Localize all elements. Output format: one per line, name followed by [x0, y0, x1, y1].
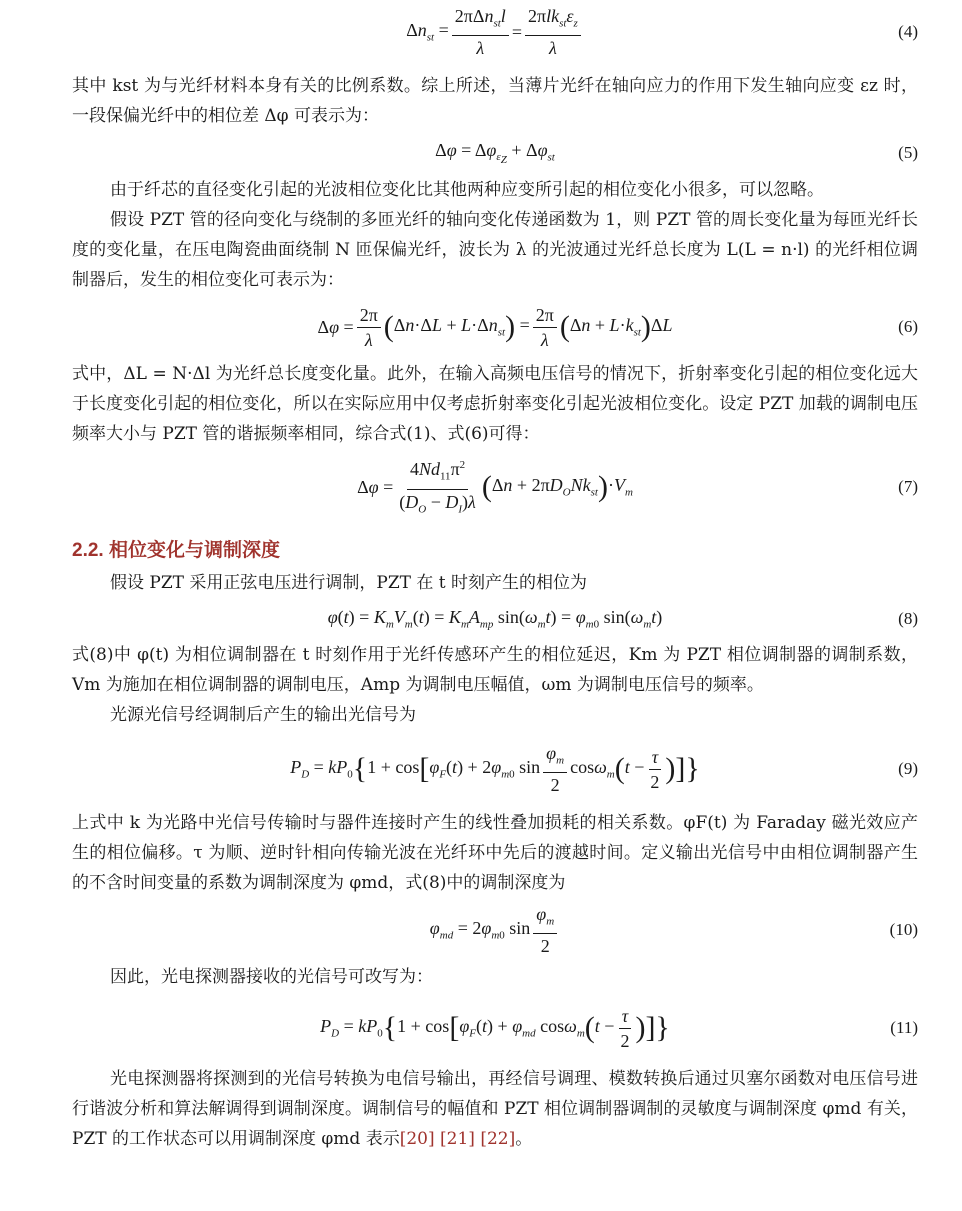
- paragraph: 由于纤芯的直径变化引起的光波相位变化比其他两种应变所引起的相位变化小很多，可以忽略。: [110, 180, 824, 200]
- paragraph: 假设 PZT 管的径向变化与绕制的多匝光纤的轴向变化传递函数为 1，则 PZT 管的周长变化量为每匝光纤长度的变化量，在压电陶瓷曲面绕制 N 匝保偏光纤，波长为 λ 的光波通过光纤总长度为 L(L = n·l) 的光纤相位调制器后，发生的相位变化可表示为：: [72, 210, 918, 290]
- equation-number: (5): [898, 143, 918, 162]
- equation-number: (6): [898, 317, 918, 336]
- equation-7: Δφ = $\frac{4Nd_{11}\pi^2}{(D_O - D_I)\lambda}$ $(\Delta n + 2\pi D_ONk_{st})\cdot V_m$ (7): [72, 449, 918, 525]
- equation-number: (8): [898, 609, 918, 628]
- equation-11: $P_D = kP_0\{1 + \cos[\varphi_F(t) + \varphi_{md}$ cosω$_m$(t − $\frac{\tau}{2}$ )]} (11): [320, 1005, 918, 1051]
- reference-links[interactable]: [20] [21] [22]: [399, 1129, 516, 1149]
- equation-8: $\varphi(t) = K_mV_m(t) = K_mA_{mp}$ $\sin(\omega_mt) = \varphi_{m0}$ $\sin(\omega_mt)$ (8): [327, 607, 918, 631]
- paragraph: 光源光信号经调制后产生的输出光信号为: [110, 705, 416, 725]
- paragraph: 式中，ΔL = N·Δl 为光纤总长度变化量。此外，在输入高频电压信号的情况下，折射率变化引起的相位变化远大于长度变化引起的相位变化，所以在实际应用中仅考虑折射率变化引起光波相位变化。设定 PZT 加载的调制电压频率大小与 PZT 管的谐振频率相同，综合式(1)、式(6)可得：: [72, 364, 918, 444]
- equation-number: (7): [898, 477, 918, 496]
- equation-4: $\Delta n_{st}$ = $\frac{2\pi\Delta n_{st}l}{\lambda}$ = $\frac{2\pi lk_{st}\varepsilon_z}{\lambda}$ (4): [406, 5, 918, 59]
- paragraph: 因此，光电探测器接收的光信号可改写为：: [110, 967, 433, 987]
- equation-9: $P_D = kP_0\{1 + \cos[\varphi_F(t) + 2\varphi_{m0}$ sin $\frac{\varphi_m}{2}$ cosω$_m$(t − $\frac{\tau}{2}$ )]} (9): [290, 742, 918, 796]
- equation-5: $\Delta\varphi = \Delta\varphi_{\varepsilon_Z} + \Delta\varphi_{st}$ (5): [435, 139, 918, 167]
- equation-number: (9): [898, 759, 918, 778]
- paragraph-text: 光电探测器将探测到的光信号转换为电信号输出，再经信号调理、模数转换后通过贝塞尔函数对电压信号进行谐波分析和算法解调得到调制深度。调制信号的幅值和 PZT 相位调制器调制的灵敏度与调制深度 φmd 有关，PZT 的工作状态可以用调制深度 φmd 表示: [72, 1069, 918, 1149]
- paragraph: 上式中 k 为光路中光信号传输时与器件连接时产生的线性叠加损耗的相关系数。φF(t) 为 Faraday 磁光效应产生的相位偏移。τ 为顺、逆时针相向传输光波在光纤环中先后的渡越时间。定义输出光信号中由相位调制器产生的不含时间变量的系数为调制深度为 φmd，式(8)中的调制深度为: [72, 813, 918, 893]
- paragraph: [72, 1064, 918, 1154]
- equation-6: Δφ = $\frac{2\pi}{\lambda}$ $(\Delta n\cdot\Delta L + L\cdot\Delta n_{st})$ = $\frac{2\pi}{\lambda}$ $(\Delta n + L\cdot k_{st})\Delta L$ (6): [317, 304, 918, 350]
- equation-number: (11): [890, 1018, 918, 1037]
- equation-10: $\varphi_{md} = 2\varphi_{m0}$ sin $\frac{\varphi_m}{2}$ (10): [429, 903, 918, 957]
- equation-number: (10): [889, 920, 918, 939]
- period: 。: [515, 1129, 533, 1149]
- paragraph: 式(8)中 φ(t) 为相位调制器在 t 时刻作用于光纤传感环产生的相位延迟，Km 为 PZT 相位调制器的调制系数，Vm 为施加在相位调制器的调制电压，Amp 为调制电压幅值，ωm 为调制电压信号的频率。: [72, 645, 918, 695]
- section-heading: 2.2. 相位变化与调制深度: [72, 540, 280, 561]
- equation-number: (4): [898, 22, 918, 41]
- paragraph: 其中 kst 为与光纤材料本身有关的比例系数。综上所述，当薄片光纤在轴向应力的作用下发生轴向应变 εz 时，一段保偏光纤中的相位差 Δφ 可表示为：: [72, 76, 918, 126]
- paper-page: [72, 0, 918, 1154]
- paragraph: 假设 PZT 采用正弦电压进行调制，PZT 在 t 时刻产生的相位为: [110, 573, 588, 593]
